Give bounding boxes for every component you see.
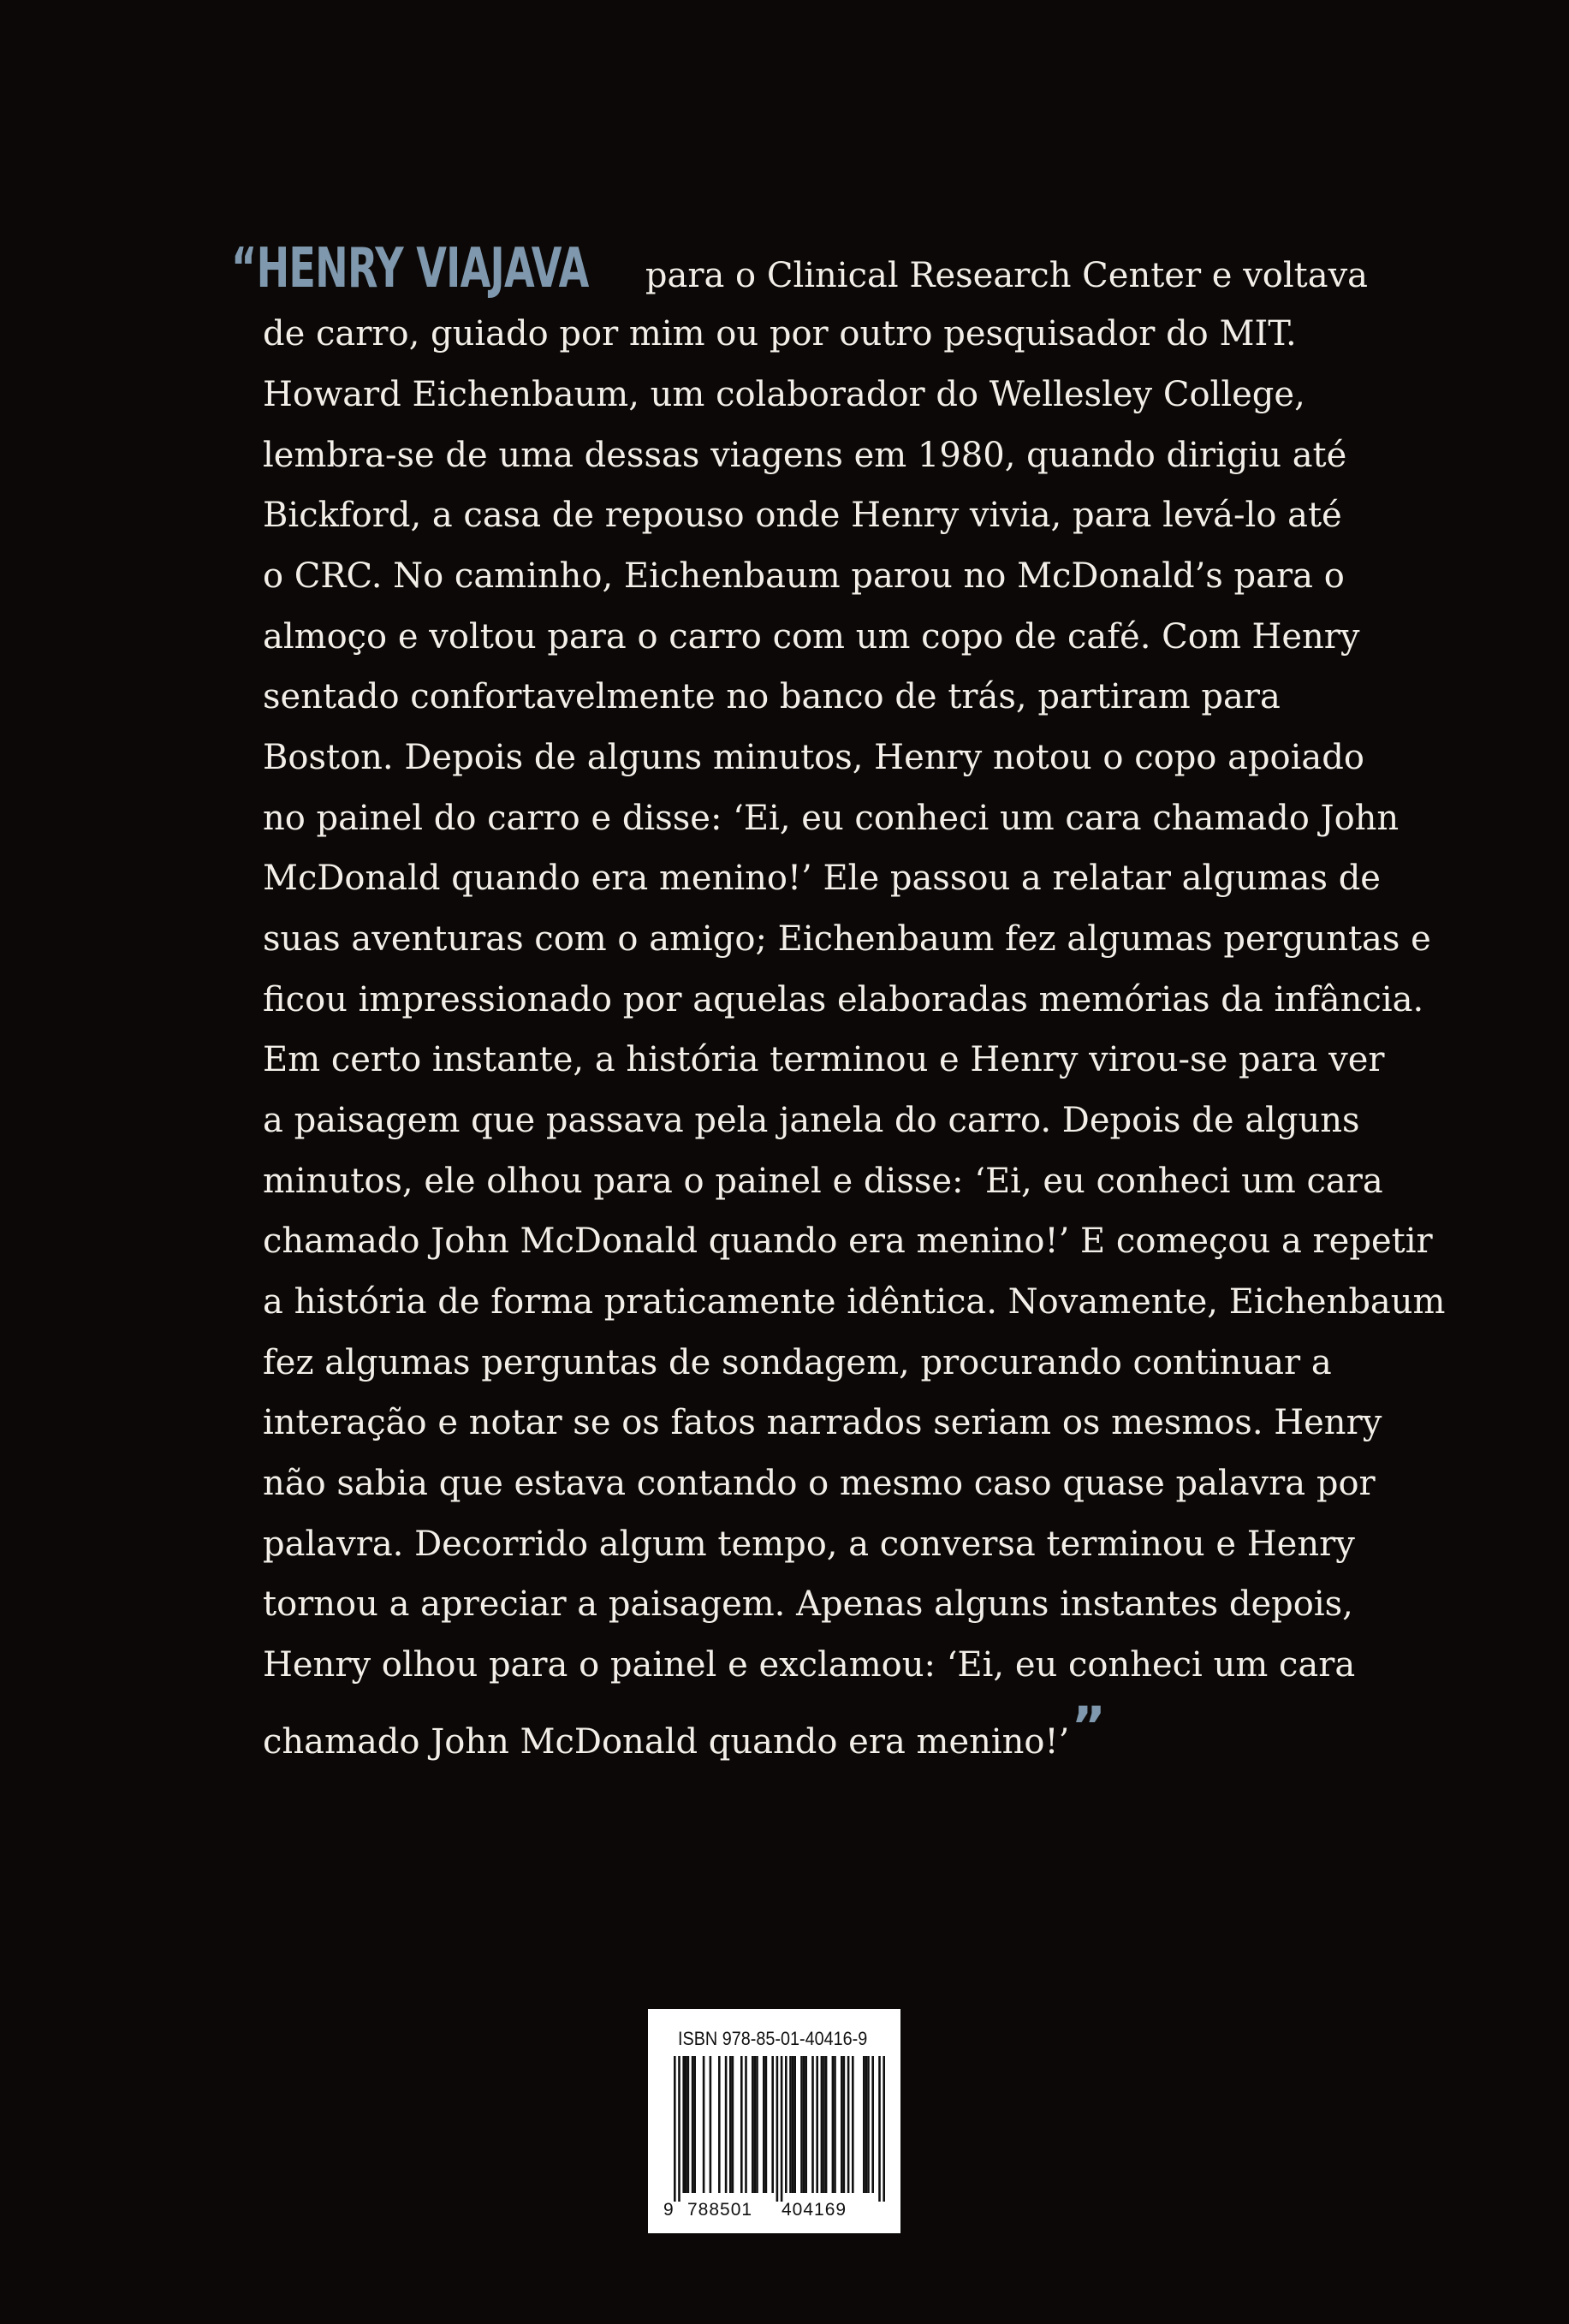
barcode-bar	[682, 2056, 685, 2193]
barcode-bar	[852, 2056, 854, 2193]
barcode-bar	[843, 2056, 846, 2193]
barcode-bar	[792, 2056, 794, 2193]
barcode-bar	[834, 2056, 836, 2193]
barcode-bar	[825, 2056, 828, 2193]
barcode-bar	[863, 2056, 865, 2193]
quote-line: o CRC. No caminho, Eichenbaum parou no McDonald’s para o	[263, 556, 1345, 596]
barcode-bar	[805, 2056, 807, 2193]
barcode-bar	[776, 2056, 779, 2202]
quote-line: de carro, guiado por mim ou por outro pesquisador do MIT.	[263, 314, 1297, 354]
barcode-bar	[725, 2056, 728, 2193]
quote-line: chamado John McDonald quando era menino!’ E começou a repetir	[263, 1221, 1433, 1261]
barcode-bar	[765, 2056, 768, 2193]
barcode-bar	[878, 2056, 881, 2202]
quote-line: interação e notar se os fatos narrados seriam os mesmos. Henry	[263, 1403, 1382, 1442]
barcode-digits-right: 404169	[782, 2200, 847, 2220]
barcode-bar	[823, 2056, 825, 2193]
quote-line: Boston. Depois de alguns minutos, Henry notou o copo apoiado	[263, 738, 1364, 777]
barcode-bar	[693, 2056, 696, 2193]
quote-line: lembra-se de uma dessas viagens em 1980, quando dirigiu até	[263, 436, 1347, 475]
barcode-bar	[832, 2056, 835, 2193]
barcode-bar	[754, 2056, 757, 2193]
barcode-bar	[793, 2056, 796, 2193]
barcode-bar	[771, 2056, 774, 2193]
quote-line: Howard Eichenbaum, um colaborador do Wellesley College,	[263, 375, 1305, 414]
barcode-bar	[692, 2056, 694, 2193]
barcode-bar	[816, 2056, 818, 2193]
barcode-bar	[821, 2056, 823, 2193]
quote-line: sentado confortavelmente no banco de trás, partiram para	[263, 677, 1281, 716]
barcode-bar	[800, 2056, 803, 2193]
isbn-barcode	[648, 2009, 900, 2233]
barcode-bar	[865, 2056, 868, 2193]
barcode-bar	[871, 2056, 874, 2193]
quote-line: Henry olhou para o painel e exclamou: ‘Ei, eu conheci um cara	[263, 1645, 1356, 1685]
barcode-digit-lead: 9	[663, 2200, 674, 2220]
quote-line: palavra. Decorrido algum tempo, a conversa terminou e Henry	[263, 1525, 1355, 1564]
quote-line: McDonald quando era menino!’ Ele passou a relatar algumas de	[263, 859, 1381, 898]
quote-line: Bickford, a casa de repouso onde Henry vivia, para levá-lo até	[263, 496, 1342, 535]
quote-line: tornou a apreciar a paisagem. Apenas alguns instantes depois,	[263, 1584, 1353, 1624]
barcode-bar	[729, 2056, 732, 2193]
barcode-bar	[841, 2056, 843, 2193]
quote-line-text: para o Clinical Research Center e voltava	[645, 256, 1369, 295]
quote-line: no painel do carro e disse: ‘Ei, eu conheci um cara chamado John	[263, 799, 1400, 838]
barcode-bar	[847, 2056, 850, 2193]
barcode-bar	[674, 2056, 676, 2202]
barcode-bar	[740, 2056, 743, 2193]
quote-line: Em certo instante, a história terminou e Henry virou-se para ver	[263, 1040, 1385, 1079]
barcode-bar	[718, 2056, 721, 2193]
quote-line-last	[263, 1695, 1107, 1762]
barcode-bar	[732, 2056, 734, 2193]
barcode-bar	[867, 2056, 870, 2193]
barcode-bar	[745, 2056, 747, 2193]
quote-line: não sabia que estava contando o mesmo caso quase palavra por	[263, 1464, 1376, 1503]
barcode-bar	[781, 2056, 783, 2202]
quote-line: almoço e voltou para o carro com um copo de café. Com Henry	[263, 617, 1360, 657]
barcode-bar	[685, 2056, 687, 2193]
quote-line: ficou impressionado por aquelas elaboradas memórias da infância.	[263, 980, 1424, 1019]
barcode-bar	[687, 2056, 690, 2193]
barcode-bar	[678, 2056, 680, 2202]
barcode-bar	[752, 2056, 754, 2193]
barcode-bar	[811, 2056, 814, 2193]
barcode-bar	[763, 2056, 765, 2193]
quote-line: a paisagem que passava pela janela do carro. Depois de alguns	[263, 1101, 1360, 1140]
quote-line: a história de forma praticamente idêntica. Novamente, Eichenbaum	[263, 1282, 1446, 1322]
barcode-bar	[756, 2056, 758, 2193]
isbn-label: ISBN 978-85-01-40416-9	[678, 2028, 868, 2049]
barcode-bar	[883, 2056, 885, 2202]
closing-quote-mark: ”	[1071, 1695, 1107, 1757]
barcode-bars	[662, 2056, 886, 2202]
quote-line: suas aventuras com o amigo; Eichenbaum fez algumas perguntas e	[263, 919, 1431, 959]
barcode-bar	[785, 2056, 787, 2193]
quote-lead-in: “HENRY VIAJAVA	[231, 237, 589, 300]
barcode-bar	[710, 2056, 712, 2193]
quote-line-1	[231, 237, 1369, 300]
quote-line: fez algumas perguntas de sondagem, procurando continuar a	[263, 1343, 1332, 1382]
barcode-digits-left: 788501	[687, 2200, 753, 2220]
quote-line-text: chamado John McDonald quando era menino!’	[263, 1722, 1070, 1762]
quote-line: minutos, ele olhou para o painel e disse: ‘Ei, eu conheci um cara	[263, 1162, 1383, 1201]
barcode-bar	[703, 2056, 705, 2193]
barcode-bar	[789, 2056, 792, 2193]
barcode-bar	[803, 2056, 805, 2193]
